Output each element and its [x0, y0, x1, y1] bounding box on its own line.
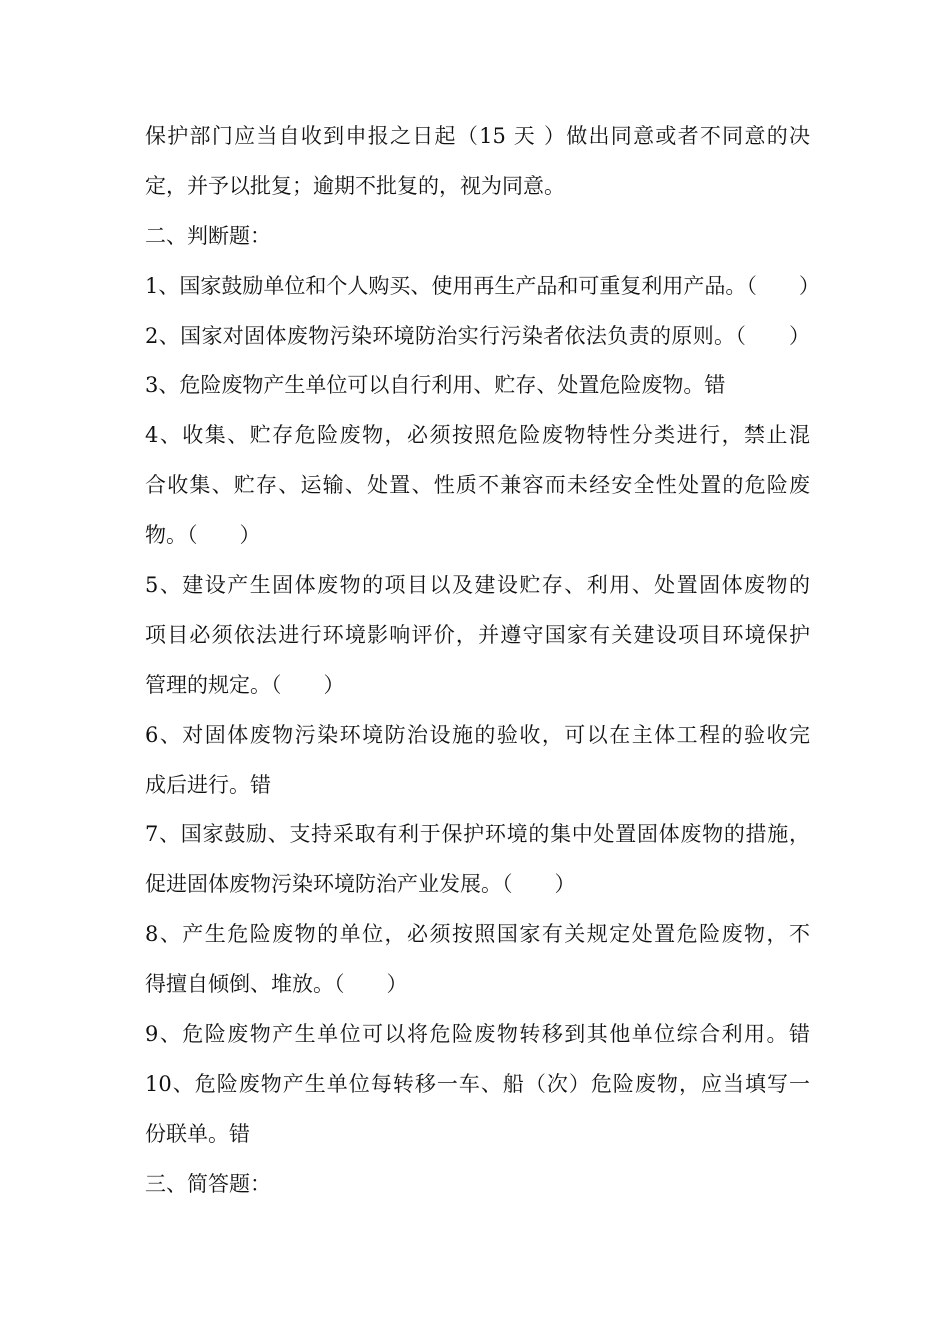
question-5-line-2: 项目必须依法进行环境影响评价，并遵守国家有关建设项目环境保护	[145, 622, 810, 647]
question-5-line-1: 5、建设产生固体废物的项目以及建设贮存、利用、处置固体废物的	[145, 573, 810, 598]
question-4-line-2: 合收集、贮存、运输、处置、性质不兼容而未经安全性处置的危险废	[145, 473, 810, 498]
question-6-line-2: 成后进行。错	[145, 772, 271, 797]
question-8-line-1: 8、产生危险废物的单位，必须按照国家有关规定处置危险废物，不	[145, 922, 810, 947]
document-body	[145, 112, 820, 1210]
question-9: 9、危险废物产生单位可以将危险废物转移到其他单位综合利用。错	[145, 1022, 810, 1047]
question-10-line-2: 份联单。错	[145, 1121, 250, 1146]
question-4-line-1: 4、收集、贮存危险废物，必须按照危险废物特性分类进行，禁止混	[145, 423, 810, 448]
text-line-1: 保护部门应当自收到申报之日起（15 天 ）做出同意或者不同意的决	[145, 124, 810, 148]
question-4-line-3: 物。（ ）	[145, 523, 261, 548]
question-8-line-2: 得擅自倾倒、堆放。（ ）	[145, 972, 408, 997]
question-3: 3、危险废物产生单位可以自行利用、贮存、处置危险废物。错	[145, 373, 726, 398]
question-5-line-3: 管理的规定。（ ）	[145, 672, 345, 697]
question-7-line-1: 7、国家鼓励、支持采取有利于保护环境的集中处置固体废物的措施，	[145, 822, 810, 847]
question-7-line-2: 促进固体废物污染环境防治产业发展。（ ）	[145, 872, 576, 897]
section-heading-judgment: 二、判断题：	[145, 223, 271, 248]
text-line-2: 定，并予以批复；逾期不批复的，视为同意。	[145, 173, 565, 198]
question-6-line-1: 6、对固体废物污染环境防治设施的验收，可以在主体工程的验收完	[145, 722, 810, 747]
question-1: 1、国家鼓励单位和个人购买、使用再生产品和可重复利用产品。（ ）	[145, 273, 820, 298]
question-10-line-1: 10、危险废物产生单位每转移一车、船（次）危险废物，应当填写一	[145, 1071, 810, 1096]
section-heading-short-answer: 三、简答题：	[145, 1171, 271, 1196]
question-2: 2、国家对固体废物污染环境防治实行污染者依法负责的原则。（ ）	[145, 323, 810, 348]
